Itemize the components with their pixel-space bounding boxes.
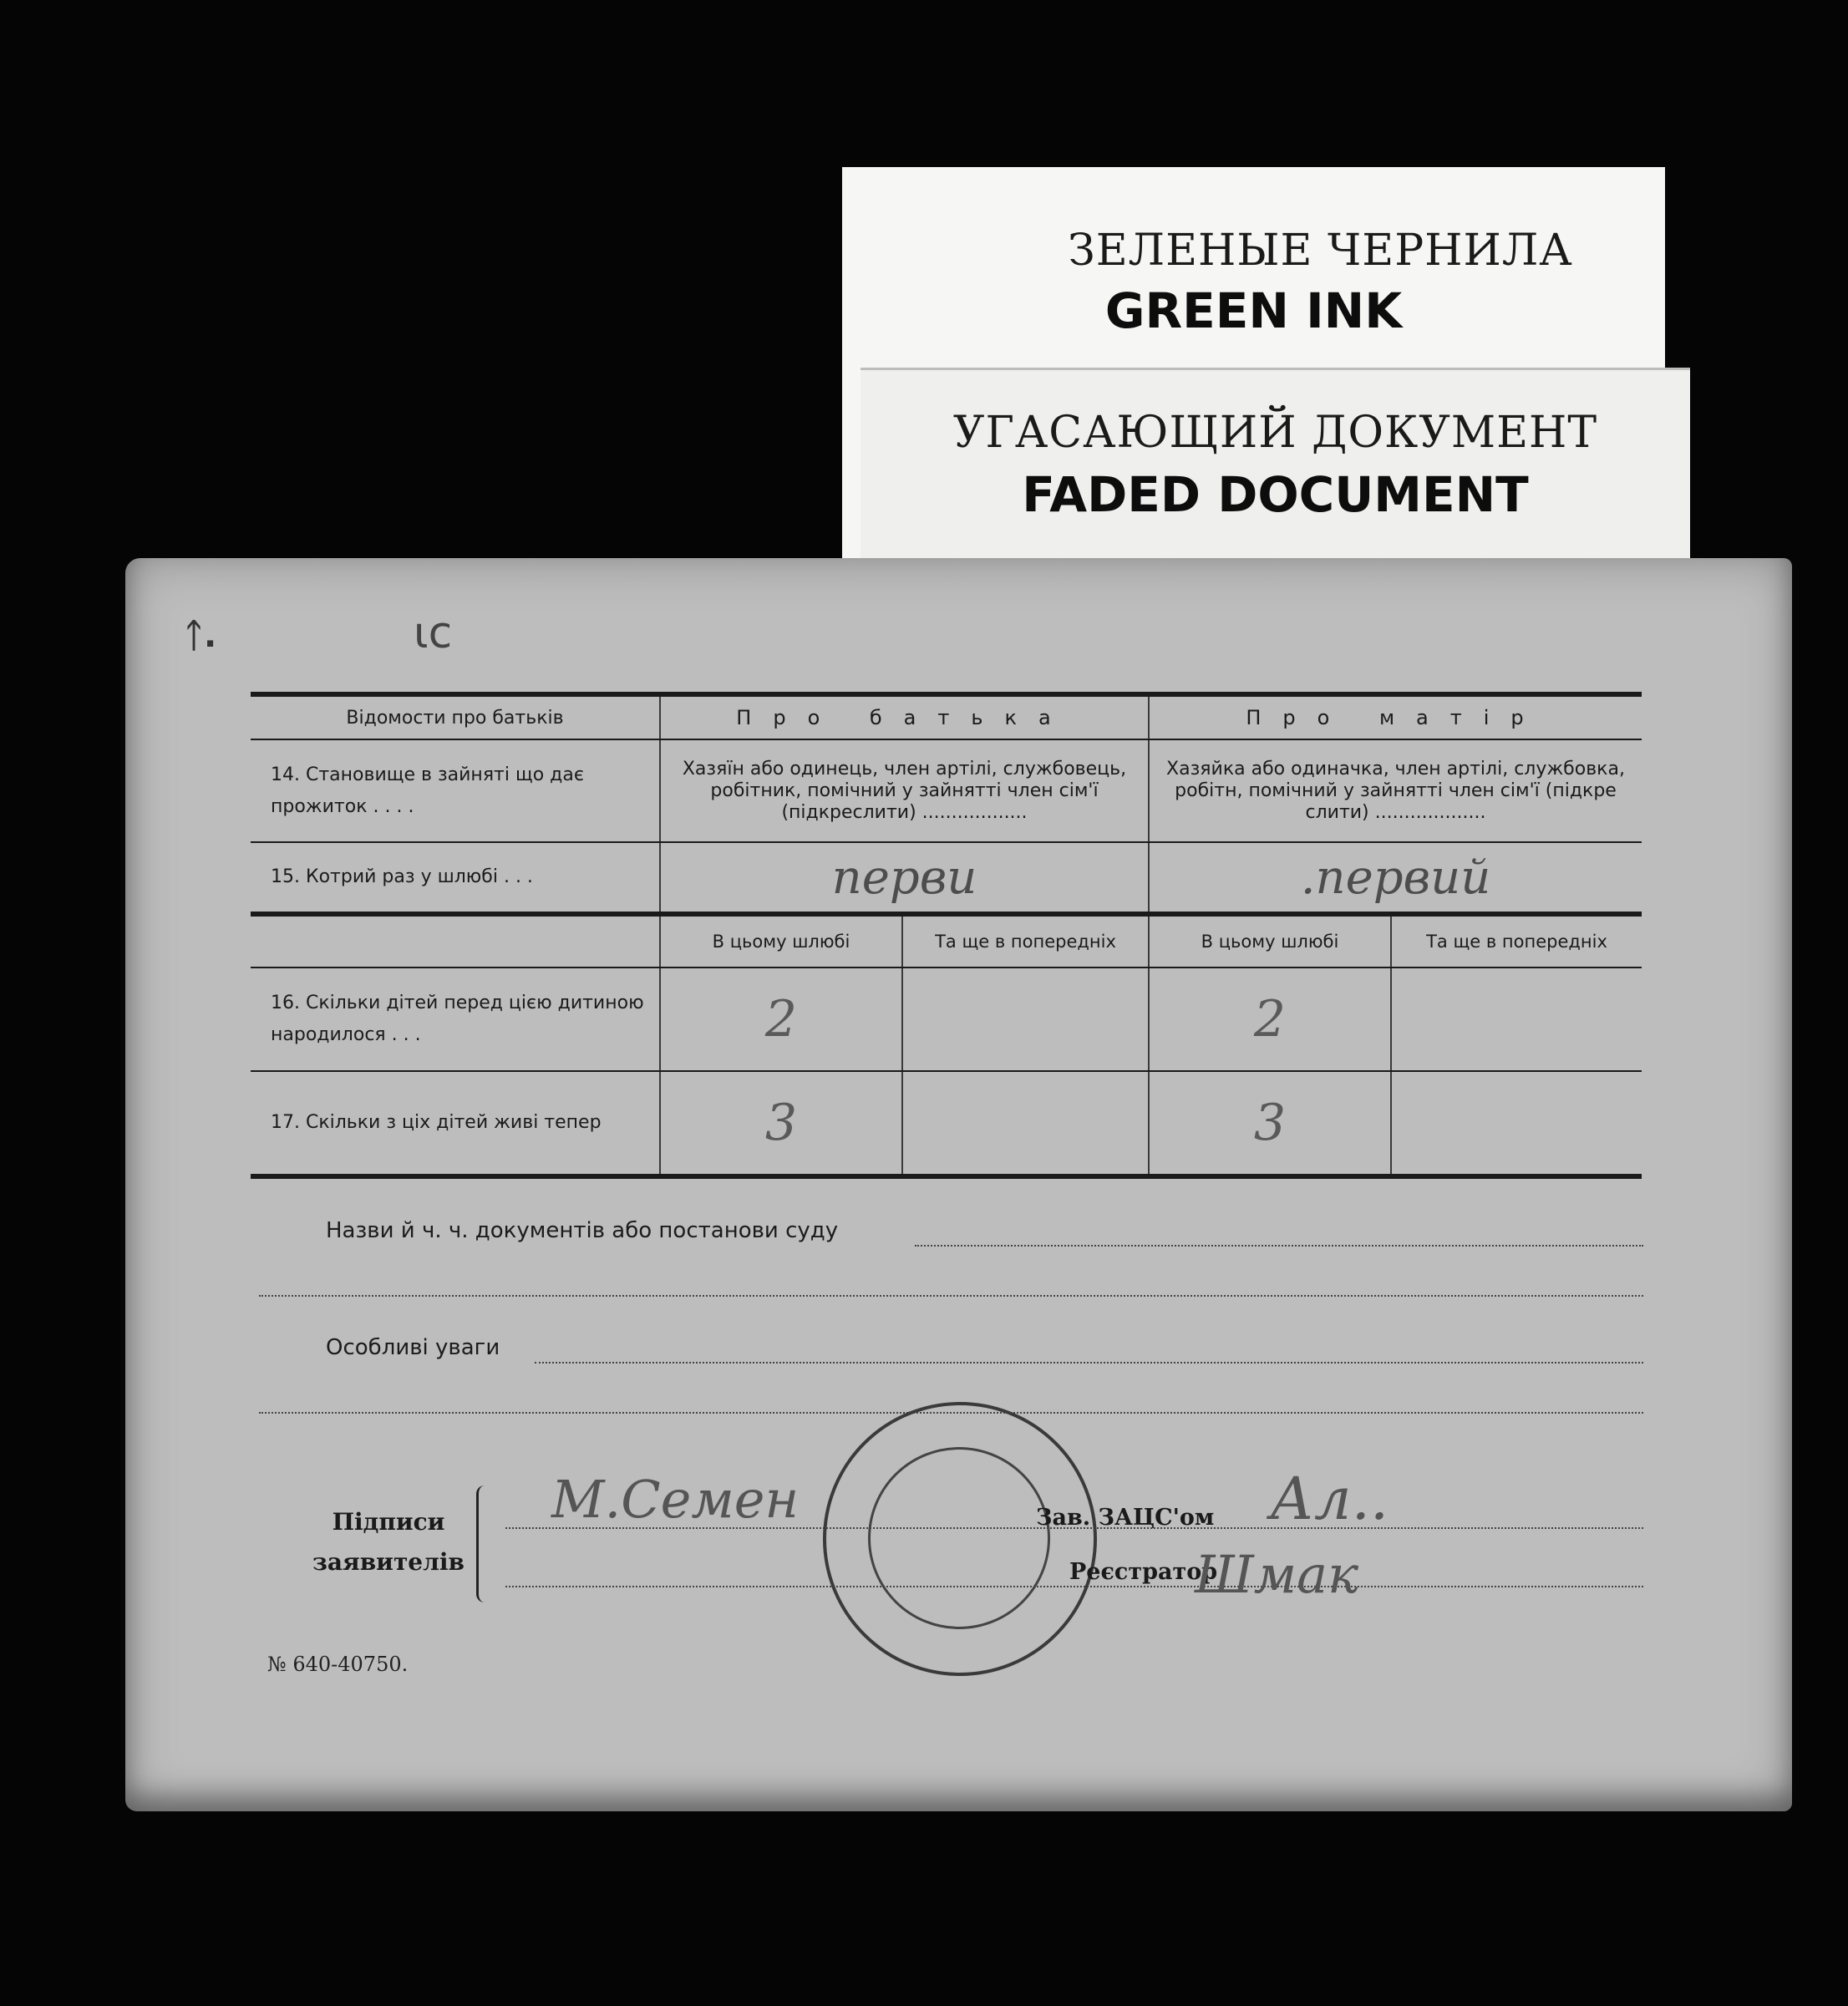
table-row-15 <box>251 842 1642 914</box>
table-row-14 <box>251 739 1642 842</box>
office-stamp-inner <box>868 1447 1050 1629</box>
row-15-label: 15. Котрий раз у шлюбі . . . <box>251 842 660 914</box>
row-17-mother-prev <box>1391 1071 1642 1176</box>
row-14-father-options: Хазяїн або одинець, член артілі, службовець, робітник, помічний у зайнятті член сім'ї (підкреслити) .................. <box>660 739 1149 842</box>
documents-label: Назви й ч. ч. документів або постанови суду <box>326 1218 839 1243</box>
table-subheader-row <box>251 914 1642 967</box>
applicant-signature: М.Семен <box>551 1469 800 1530</box>
header-about-mother: Про матір <box>1149 694 1642 739</box>
row-16-father-this: 2 <box>660 967 902 1071</box>
subheader-father-this-marriage: В цьому шлюбі <box>660 914 902 967</box>
remarks-line <box>535 1362 1643 1364</box>
green-ink-note-ru: ЗЕЛЕНЫЕ ЧЕРНИЛА <box>1068 226 1573 276</box>
table-row-16 <box>251 967 1642 1071</box>
header-parents-info: Відомости про батьків <box>251 694 660 739</box>
row-14-mother-options: Хазяйка або одиначка, член артілі, службовка, робітн, помічний у зайнятті член сім'ї (підкре слити) ................... <box>1149 739 1642 842</box>
parents-info-table <box>251 692 1642 1179</box>
faded-document-note-ru: УГАСАЮЩИЙ ДОКУМЕНТ <box>952 408 1598 458</box>
office-stamp <box>823 1402 1097 1676</box>
remarks-label: Особливі уваги <box>326 1335 500 1360</box>
row-17-mother-this: 3 <box>1149 1071 1391 1176</box>
row-16-father-prev <box>902 967 1149 1071</box>
header-about-father: Про батька <box>660 694 1149 739</box>
table-row-17 <box>251 1071 1642 1176</box>
registrar-signature: Шмак <box>1195 1544 1359 1605</box>
green-ink-note-en: GREEN INK <box>1104 282 1403 339</box>
subheader-father-previous: Та ще в попередніх <box>902 914 1149 967</box>
row-14-label: 14. Становище в зайняті що дає прожиток . . . . <box>251 739 660 842</box>
row-17-father-this: 3 <box>660 1071 902 1176</box>
card-mark-mid: ιc <box>414 608 453 658</box>
subheader-mother-this-marriage: В цьому шлюбі <box>1149 914 1391 967</box>
row-16-label: 16. Скільки дітей перед цією дитиною народилося . . . <box>251 967 660 1071</box>
row-16-mother-prev <box>1391 967 1642 1071</box>
registrar-label: Реєстратор <box>1069 1559 1218 1585</box>
row-16-mother-this: 2 <box>1149 967 1391 1071</box>
row-17-label: 17. Скільки з ціх дітей живі тепер <box>251 1071 660 1176</box>
faded-document-note <box>861 368 1690 558</box>
subheader-mother-previous: Та ще в попередніх <box>1391 914 1642 967</box>
registration-form-card <box>125 558 1792 1811</box>
signatures-label: Підписи заявителів <box>312 1508 465 1576</box>
row-15-father-value: перви <box>660 842 1149 914</box>
documents-line-2 <box>259 1295 1643 1297</box>
head-of-office-label: Зав. ЗАЦС'ом <box>1036 1505 1215 1531</box>
table-header-row <box>251 694 1642 739</box>
row-15-mother-value: .первий <box>1149 842 1642 914</box>
form-number: № 640-40750. <box>267 1653 409 1676</box>
subheader-empty <box>251 914 660 967</box>
row-17-father-prev <box>902 1071 1149 1176</box>
head-signature: Ал.. <box>1270 1465 1389 1533</box>
faded-document-note-en: FADED DOCUMENT <box>1022 466 1529 523</box>
documents-line <box>915 1245 1643 1247</box>
card-mark-left: ᛏ. <box>184 617 217 655</box>
signatures-brace <box>476 1485 494 1602</box>
